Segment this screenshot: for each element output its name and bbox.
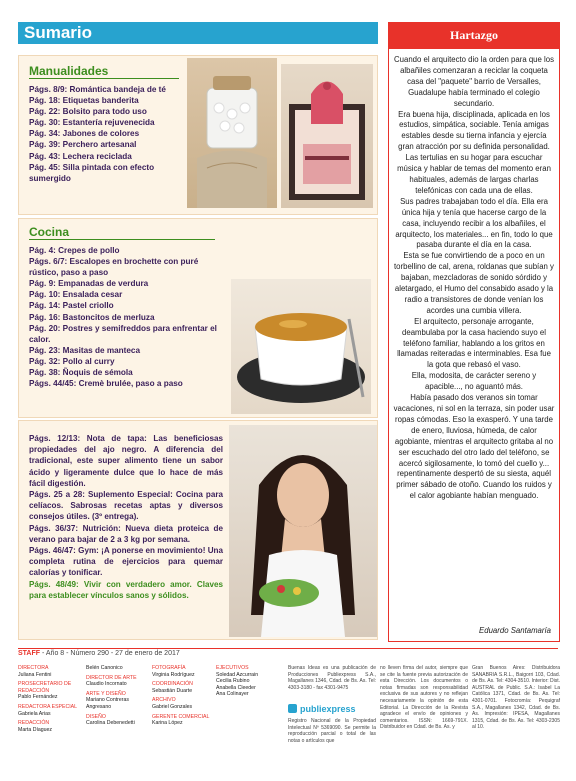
- footer-divider: [18, 648, 558, 649]
- staff-column: [18, 665, 78, 736]
- paragraph: Cuando el arquitecto dio la orden para que los albañiles comenzaran a reciclar la coqueta casa del "paquete" barrio de Versalles, Guadalupe había terminado el colegio secundario.: [394, 55, 554, 108]
- staff-role: ARCHIVO: [152, 697, 176, 704]
- list-item: Págs. 6/7: Escalopes en brochette con puré rústico, paso a paso: [29, 257, 199, 278]
- manualidades-list: [29, 84, 179, 184]
- staff-role: REDACCIÓN: [18, 720, 50, 727]
- list-item: Pág. 18: Etiquetas banderita: [29, 96, 139, 106]
- staff-name: Sebastián Duarte: [152, 687, 193, 694]
- section-header-bar: [18, 22, 378, 44]
- list-item: Pág. 4: Crepes de pollo: [29, 246, 120, 255]
- paragraph: Sus padres trabajaban todo el día. Ella era única hija y tenía que hacerse cargo de la casa, incluyendo recibir a los albañiles, el arquitecto, los materiales... en fin, todo lo que pasaba durante el día en la casa.: [395, 196, 553, 250]
- cocina-title: Cocina: [29, 225, 70, 239]
- staff-name: Marta Díaguez: [18, 726, 53, 733]
- staff-label: STAFF: [18, 650, 41, 657]
- list-item: Pág. 32: Pollo al curry: [29, 356, 115, 366]
- notas-section: [18, 420, 378, 640]
- paragraph: Págs. 12/13: Nota de tapa: Las beneficiosas propiedades del ajo negro. A diferencia del tradicional, este super alimento tiene un sabor ácido y ligeramente dulce que lo hace de más fácil digestión.: [29, 434, 223, 488]
- staff-role: PROSECRETARIO DE REDACCIÓN: [18, 681, 72, 694]
- staff-name: Pablo Fernández: [18, 694, 58, 701]
- tea-tray-photo: [281, 64, 373, 208]
- list-item: Pág. 34: Jabones de colores: [29, 129, 140, 139]
- legal-text: no lleven firma del autor, siempre que se cite la fuente previa autorización de esta Dirección. Los documentos o notas firmadas son responsabilidad exclusiva de sus autores y no reflejan necesariamente la opinión de esta Editorial. La Dirección de la Revista agradece el envío de opiniones y comentarios. ISSN: 1669-791X. Distribuidor en Cdad. de Bs. As. y: [380, 665, 468, 731]
- list-item: Pág. 30: Estantería rejuvenecida: [29, 118, 155, 128]
- legal-text: Gran Buenos Aires: Distribuidora SANABRIA S.R.L., Baigorri 103, Cdad. de Bs. As. Tel: 4304-3510. Interior: Dist. AUSTRAL de Public. S.A.: Isabel La Católica 1371, Cdad. de Bs. As. Tel: 4301-0701. Fotocromía: Pequigraf S.A., Magallanes 1342, Cdad. de Bs. As. Impresión: IPESA, Magallanes 1315, Cdad. de Bs. As. Tel: 4303-2305 al 10.: [472, 665, 561, 731]
- list-item: Pág. 20: Postres y semifreddos para enfrentar el calor.: [29, 323, 217, 344]
- staff-role: REDACTORA ESPECIAL: [18, 703, 78, 710]
- staff-column: [86, 665, 146, 730]
- legal-text: Registro Nacional de la Propiedad Intelectual Nº 5369090. Se permite la reproducción parcial o total de las notas o artículos que: [288, 718, 376, 744]
- staff-header: [18, 650, 180, 657]
- paragraph: Págs. 36/37: Nutrición: Nueva dieta proteica de verano para bajar de 2 a 3 kg por semana.: [29, 523, 223, 544]
- staff-role: FOTOGRAFÍA: [152, 665, 186, 671]
- soap-jar-photo: [187, 58, 277, 208]
- paragraph: Págs. 46/47: Gym: ¡A ponerse en movimiento! Una completa rutina de ejercicios para quemar calorías y tonificar.: [29, 546, 223, 578]
- staff-name: Claudio Incornato: [86, 681, 127, 688]
- publiexpress-logo: [288, 704, 356, 714]
- hartazgo-text: [393, 55, 555, 502]
- staff-name: Gabriela Arias: [18, 710, 51, 717]
- page-title: Sumario: [24, 23, 93, 42]
- woman-salad-photo: [229, 425, 377, 637]
- staff-name: Juliana Fentini: [18, 671, 52, 678]
- hartazgo-title: Hartazgo: [450, 28, 498, 42]
- list-item: Pág. 16: Bastoncitos de merluza: [29, 312, 155, 322]
- staff-role: GERENTE COMERCIAL: [152, 713, 210, 720]
- paragraph: Era buena hija, disciplinada, aplicada en los estudios, simpática, sociable. Tenía amigas estables desde su tierna infancia y ejercía gran atracción por su definida personalidad.: [398, 109, 550, 152]
- paragraph: Págs. 48/49: Vivir con verdadero amor. Claves para establecer vínculos sanos y sólidos.: [29, 579, 223, 600]
- cocina-list: [29, 245, 219, 389]
- staff-name: Gabriel Gonzales: [152, 703, 193, 710]
- list-item: Pág. 23: Masitas de manteca: [29, 345, 141, 355]
- list-item: Pág. 14: Pastel criollo: [29, 301, 114, 311]
- manualidades-section: [18, 55, 378, 215]
- staff-name: Anabella Cleeder: [216, 684, 256, 691]
- staff-role: EJECUTIVOS: [216, 665, 249, 671]
- cocina-section: [18, 218, 378, 418]
- hartazgo-column: [388, 22, 560, 642]
- staff-name: Soledad Azcurrain: [216, 671, 259, 678]
- divider: [29, 239, 215, 240]
- publiexpress-icon: [288, 704, 297, 713]
- staff-role: DISEÑO: [86, 713, 106, 720]
- list-item: Pág. 9: Empanadas de verdura: [29, 279, 149, 289]
- staff-name: Cecilia Rubino: [216, 678, 250, 685]
- list-item: Pág. 45: Silla pintada con efecto sumergido: [29, 162, 155, 183]
- issue-info: - Año 8 - Número 290 - 27 de enero de 2017: [42, 650, 180, 657]
- hartazgo-header: [389, 23, 559, 49]
- staff-name: Mariano Contreras Angresano: [86, 697, 129, 710]
- list-item: Págs. 44/45: Cremè brulée, paso a paso: [29, 379, 183, 389]
- list-item: Pág. 39: Perchero artesanal: [29, 140, 137, 150]
- list-item: Pág. 43: Lechera reciclada: [29, 151, 132, 161]
- divider: [29, 78, 179, 79]
- paragraph: Págs. 25 a 28: Suplemento Especial: Cocina para celíacos. Sabrosas recetas aptas y diversos consejos útiles. (3º entrega).: [29, 490, 223, 522]
- list-item: Pág. 10: Ensalada cesar: [29, 290, 123, 300]
- list-item: Pág. 22: Bolsito para todo uso: [29, 107, 147, 117]
- staff-role: DIRECTOR DE ARTE: [86, 674, 137, 681]
- staff-role: DIRECTORA: [18, 665, 49, 671]
- staff-name: Virginia Rodríguez: [152, 671, 195, 678]
- paragraph: El arquitecto, personaje arrogante, deambulaba por la casa haciendo suyo el teléfono familiar, hablando a los gritos en llamadas reiteradas e interminables. Esa fue la gota que rebasó el vaso.: [397, 316, 551, 370]
- staff-role: ARTE Y DISEÑO: [86, 690, 126, 697]
- creme-brulee-photo: [231, 279, 371, 414]
- staff-name: Karina López: [152, 720, 183, 727]
- logo-text: publiexpress: [300, 704, 356, 714]
- staff-role: COORDINACIÓN: [152, 681, 193, 688]
- list-item: Págs. 8/9: Romántica bandeja de té: [29, 85, 166, 94]
- staff-column: [216, 665, 280, 701]
- staff-name: Ana Colinayer: [216, 691, 249, 698]
- list-item: Pág. 38: Ñoquis de sémola: [29, 368, 133, 378]
- legal-text: Buenas Ideas es una publicación de Producciones Publiexpress S.A., Magallanes 1346, Cdad. de Bs. As. Tel: 4303-3180 - fax 4301-9475: [288, 665, 376, 691]
- staff-name: Belén Canonico: [86, 665, 123, 671]
- paragraph: Había pasado dos veranos sin tomar vacaciones, ni sol en la terraza, sin poder usar ropas cómodas. Eso la exasperó. Y una tarde de enero, lluviosa, húmeda, de calor agobiante, mientras el arquitecto gritaba al no ser escuchado del otro lado del teléfono, se acercó sigilosamente, lo tomó del cuello y... repentinamente despertó de su siesta, aquél primer sábado de otoño. Cuando los ruidos y el calor agobiante habían menguado.: [393, 393, 555, 501]
- manualidades-title: Manualidades: [29, 64, 109, 78]
- notas-text: [29, 433, 223, 601]
- paragraph: Esta se fue convirtiendo de a poco en un torbellino de cal, arena, roldanas que subían y bajaban, mezcladoras de sonido sórdido y aletargado, el Humo del consabido asado y la radio a transistores de donde venían los acordes una cumbia villera.: [394, 251, 554, 315]
- paragraph: Ella, modosita, de carácter sereno y apacible..., no aguantó más.: [411, 371, 537, 392]
- staff-column: [152, 665, 212, 730]
- staff-name: Carolina Debenedetti: [86, 720, 135, 727]
- author-signature: Eduardo Santamaría: [479, 626, 551, 635]
- paragraph: Las tertulias en su hogar para escuchar música y hablar de temas del momento eran habituales, además de largas charlas telefónicas con cada una de ellas.: [397, 153, 551, 195]
